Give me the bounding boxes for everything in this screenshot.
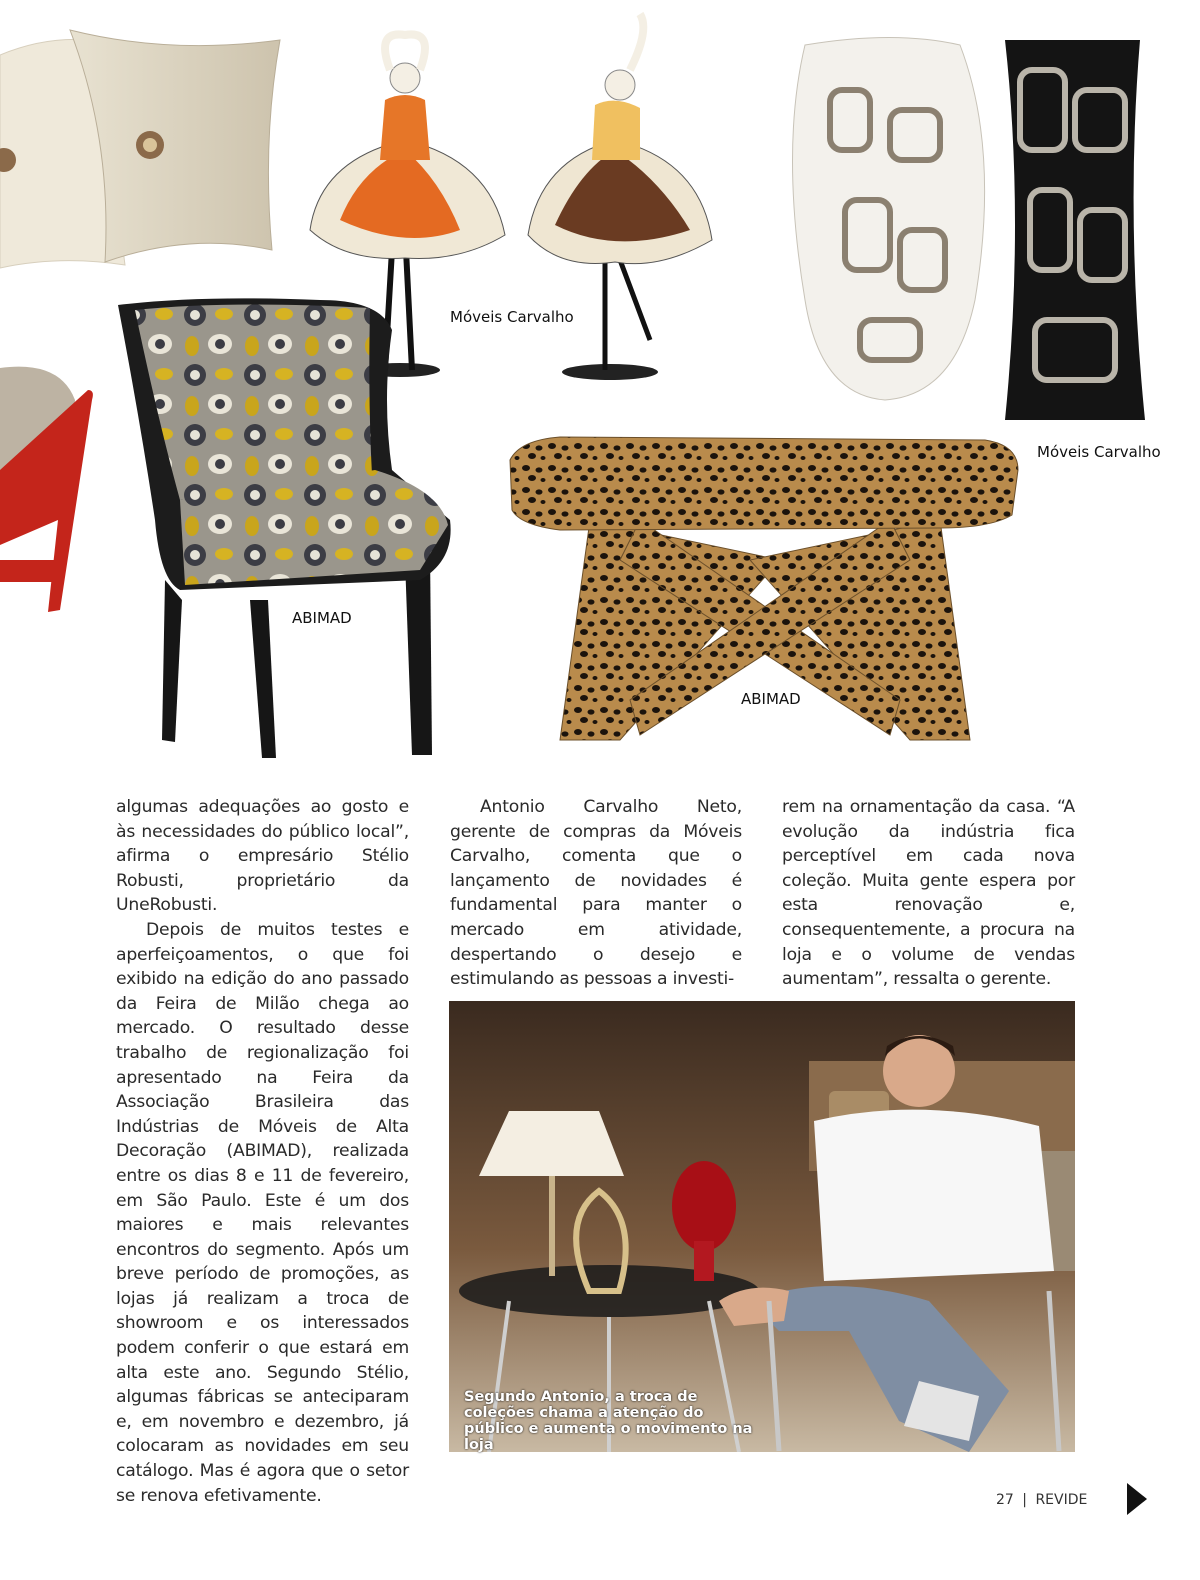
paragraph: algumas adequações ao gosto e às necessidades do público local”, afirma o empresário Stélio Robusti, proprietário da UneRobusti. xyxy=(116,797,409,916)
page-footer xyxy=(996,1492,1087,1508)
page-number: 27 xyxy=(996,1492,1014,1508)
footer-separator: | xyxy=(1022,1492,1027,1508)
credit-chair: ABIMAD xyxy=(292,609,352,627)
credit-bench: ABIMAD xyxy=(741,690,801,708)
article-column-2 xyxy=(450,795,742,992)
magazine-name: REVIDE xyxy=(1035,1492,1088,1508)
article-column-3 xyxy=(782,795,1075,992)
black-vase-image xyxy=(1005,40,1145,420)
product-collage xyxy=(0,0,1200,780)
credit-ballerinas: Móveis Carvalho xyxy=(450,308,574,326)
credit-vases: Móveis Carvalho xyxy=(1037,443,1161,461)
triangle-right-icon[interactable] xyxy=(1127,1483,1147,1515)
white-vase-image xyxy=(793,38,985,401)
photo-caption: Segundo Antonio, a troca de coleções chama a atenção do público e aumenta o movimento na loja xyxy=(464,1389,753,1453)
store-manager-photo xyxy=(449,1001,1075,1452)
paragraph: Antonio Carvalho Neto, gerente de compras da Móveis Carvalho, comenta que o lançamento de novidades é fundamental para manter o mercado em atividade, despertando o desejo e estimulando as pessoas a investi- xyxy=(450,797,742,990)
paragraph: Depois de muitos testes e aperfeiçoamentos, o que foi exibido na edição do ano passado da Feira de Milão chega ao mercado. O resultado desse trabalho de regionalização foi apresentado na Feira da Associação Brasileira das Indústrias de Móveis de Alta Decoração (ABIMAD), realizada entre os dias 8 e 11 de fevereiro, em São Paulo. Este é um dos maiores e mais relevantes encontros do segmento. Após um breve período de promoções, as lojas já realizam a troca de showroom e os interessados podem conferir o que estará em alta este ano. Segundo Stélio, algumas fábricas se anteciparam e, em novembro e dezembro, já colocaram as novidades em seu catálogo. Mas é agora que o setor se renova efetivamente. xyxy=(116,919,409,1506)
red-armchair-image xyxy=(0,367,93,612)
pillows-image xyxy=(0,30,280,268)
paragraph: rem na ornamentação da casa. “A evolução da indústria fica perceptível em cada nova coleção. Muita gente espera por esta renovação e, consequentemente, a procura na loja e o volume de vendas aumentam”, ressalta o gerente. xyxy=(782,797,1075,990)
article-column-1 xyxy=(116,795,409,1508)
